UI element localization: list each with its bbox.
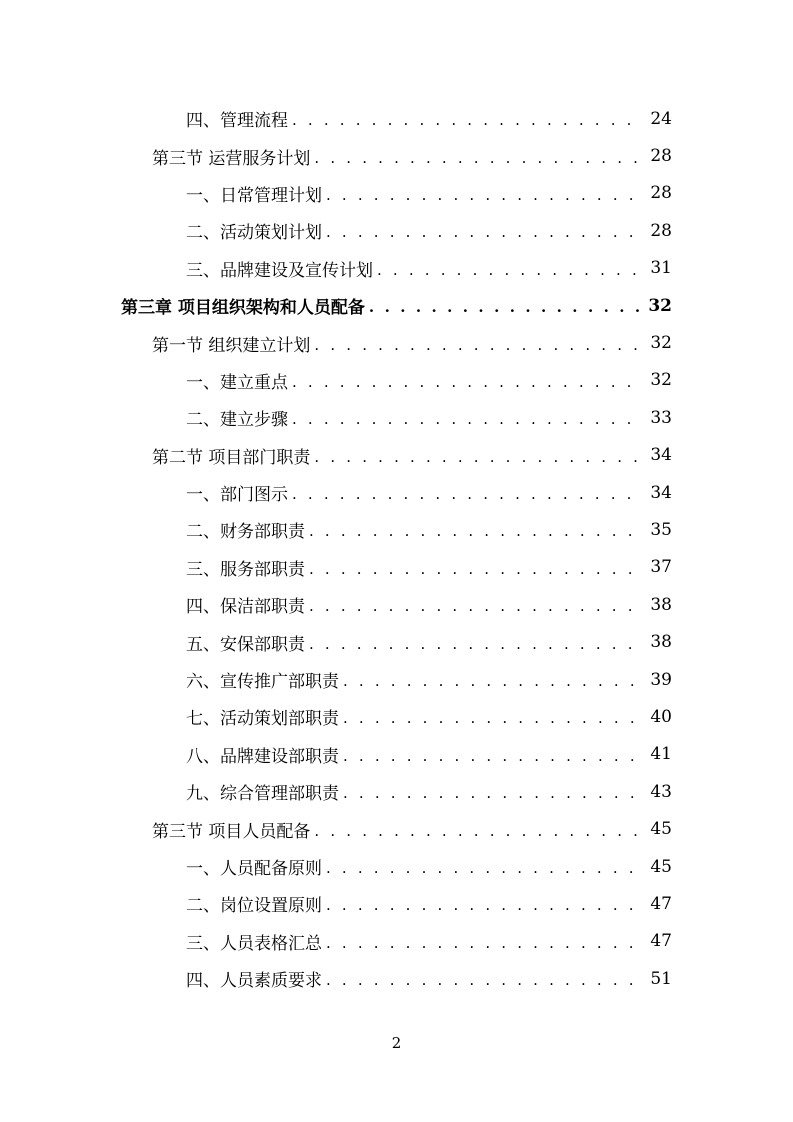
table-of-contents bbox=[0, 100, 793, 997]
toc-entry[interactable] bbox=[0, 362, 793, 399]
toc-dot-leader bbox=[314, 338, 644, 353]
page-number: 2 bbox=[391, 1034, 402, 1052]
toc-entry[interactable] bbox=[0, 212, 793, 249]
toc-dot-leader bbox=[343, 711, 644, 726]
toc-dot-leader bbox=[292, 375, 644, 390]
toc-entry-title: 四、管理流程 bbox=[186, 111, 288, 132]
toc-dot-leader bbox=[292, 487, 644, 502]
toc-entry-title: 三、品牌建设及宣传计划 bbox=[186, 260, 373, 281]
toc-entry-title: 一、日常管理计划 bbox=[186, 185, 322, 206]
toc-dot-leader bbox=[309, 637, 644, 652]
toc-entry-page: 34 bbox=[650, 482, 672, 503]
toc-entry-title: 七、活动策划部职责 bbox=[186, 709, 339, 730]
toc-dot-leader bbox=[314, 151, 644, 166]
toc-entry-page: 31 bbox=[650, 258, 672, 279]
toc-dot-leader bbox=[309, 599, 644, 614]
toc-entry[interactable] bbox=[0, 736, 793, 773]
toc-dot-leader bbox=[326, 861, 644, 876]
toc-entry[interactable] bbox=[0, 437, 793, 474]
toc-entry[interactable] bbox=[0, 661, 793, 698]
toc-entry[interactable] bbox=[0, 250, 793, 287]
toc-dot-leader bbox=[326, 188, 644, 203]
toc-entry[interactable] bbox=[0, 885, 793, 922]
toc-entry-page: 32 bbox=[650, 333, 672, 354]
toc-entry[interactable] bbox=[0, 324, 793, 361]
toc-entry-page: 47 bbox=[650, 893, 672, 914]
toc-dot-leader bbox=[326, 898, 644, 913]
toc-dot-leader bbox=[314, 824, 644, 839]
toc-entry-title: 第三章 项目组织架构和人员配备 bbox=[121, 298, 365, 319]
toc-entry-title: 二、财务部职责 bbox=[186, 522, 305, 543]
toc-entry-page: 35 bbox=[650, 519, 672, 540]
toc-entry[interactable] bbox=[0, 137, 793, 174]
toc-entry-page: 40 bbox=[650, 706, 672, 727]
toc-entry-title: 二、活动策划计划 bbox=[186, 223, 322, 244]
toc-entry[interactable] bbox=[0, 698, 793, 735]
toc-entry[interactable] bbox=[0, 474, 793, 511]
toc-entry-title: 第一节 组织建立计划 bbox=[152, 335, 311, 356]
toc-entry-title: 三、服务部职责 bbox=[186, 559, 305, 580]
toc-entry[interactable] bbox=[0, 848, 793, 885]
toc-entry-page: 51 bbox=[650, 968, 672, 989]
toc-dot-leader bbox=[377, 263, 644, 278]
toc-entry-title: 二、岗位设置原则 bbox=[186, 896, 322, 917]
toc-entry-page: 28 bbox=[650, 220, 672, 241]
toc-dot-leader bbox=[326, 225, 644, 240]
toc-entry-title: 一、建立重点 bbox=[186, 372, 288, 393]
toc-entry-title: 第三节 项目人员配备 bbox=[152, 821, 311, 842]
toc-chapter-entry[interactable] bbox=[0, 287, 793, 324]
toc-entry[interactable] bbox=[0, 773, 793, 810]
toc-entry-page: 37 bbox=[650, 557, 672, 578]
toc-entry-page: 28 bbox=[650, 146, 672, 167]
toc-entry[interactable] bbox=[0, 399, 793, 436]
toc-entry-page: 45 bbox=[650, 819, 672, 840]
toc-entry[interactable] bbox=[0, 100, 793, 137]
toc-dot-leader bbox=[292, 412, 644, 427]
toc-dot-leader bbox=[343, 786, 644, 801]
toc-dot-leader bbox=[326, 973, 644, 988]
toc-entry-page: 38 bbox=[650, 632, 672, 653]
toc-entry-title: 一、部门图示 bbox=[186, 485, 288, 506]
toc-dot-leader bbox=[309, 524, 644, 539]
toc-dot-leader bbox=[369, 300, 642, 315]
toc-entry-title: 四、人员素质要求 bbox=[186, 971, 322, 992]
toc-entry[interactable] bbox=[0, 960, 793, 997]
toc-entry-page: 32 bbox=[650, 370, 672, 391]
toc-entry-title: 三、人员表格汇总 bbox=[186, 933, 322, 954]
toc-dot-leader bbox=[314, 450, 644, 465]
toc-entry[interactable] bbox=[0, 586, 793, 623]
toc-entry[interactable] bbox=[0, 549, 793, 586]
toc-entry-page: 43 bbox=[650, 781, 672, 802]
toc-entry-title: 四、保洁部职责 bbox=[186, 597, 305, 618]
toc-entry-page: 24 bbox=[650, 108, 672, 129]
toc-entry-page: 45 bbox=[650, 856, 672, 877]
toc-entry-page: 39 bbox=[650, 669, 672, 690]
toc-entry-page: 32 bbox=[648, 295, 672, 316]
toc-entry-page: 41 bbox=[650, 744, 672, 765]
toc-entry-title: 第三节 运营服务计划 bbox=[152, 148, 311, 169]
toc-entry-page: 34 bbox=[650, 445, 672, 466]
toc-entry[interactable] bbox=[0, 623, 793, 660]
toc-entry[interactable] bbox=[0, 511, 793, 548]
toc-entry[interactable] bbox=[0, 810, 793, 847]
toc-entry[interactable] bbox=[0, 923, 793, 960]
toc-entry-page: 28 bbox=[650, 183, 672, 204]
toc-entry-title: 九、综合管理部职责 bbox=[186, 784, 339, 805]
toc-entry-page: 47 bbox=[650, 931, 672, 952]
toc-dot-leader bbox=[292, 113, 644, 128]
toc-entry-title: 八、品牌建设部职责 bbox=[186, 746, 339, 767]
toc-entry[interactable] bbox=[0, 175, 793, 212]
toc-dot-leader bbox=[343, 674, 644, 689]
toc-entry-title: 六、宣传推广部职责 bbox=[186, 672, 339, 693]
toc-entry-title: 五、安保部职责 bbox=[186, 634, 305, 655]
toc-entry-page: 33 bbox=[650, 407, 672, 428]
toc-dot-leader bbox=[343, 749, 644, 764]
toc-dot-leader bbox=[309, 562, 644, 577]
toc-dot-leader bbox=[326, 936, 644, 951]
toc-entry-title: 第二节 项目部门职责 bbox=[152, 447, 311, 468]
toc-entry-page: 38 bbox=[650, 594, 672, 615]
toc-entry-title: 二、建立步骤 bbox=[186, 410, 288, 431]
toc-entry-title: 一、人员配备原则 bbox=[186, 859, 322, 879]
